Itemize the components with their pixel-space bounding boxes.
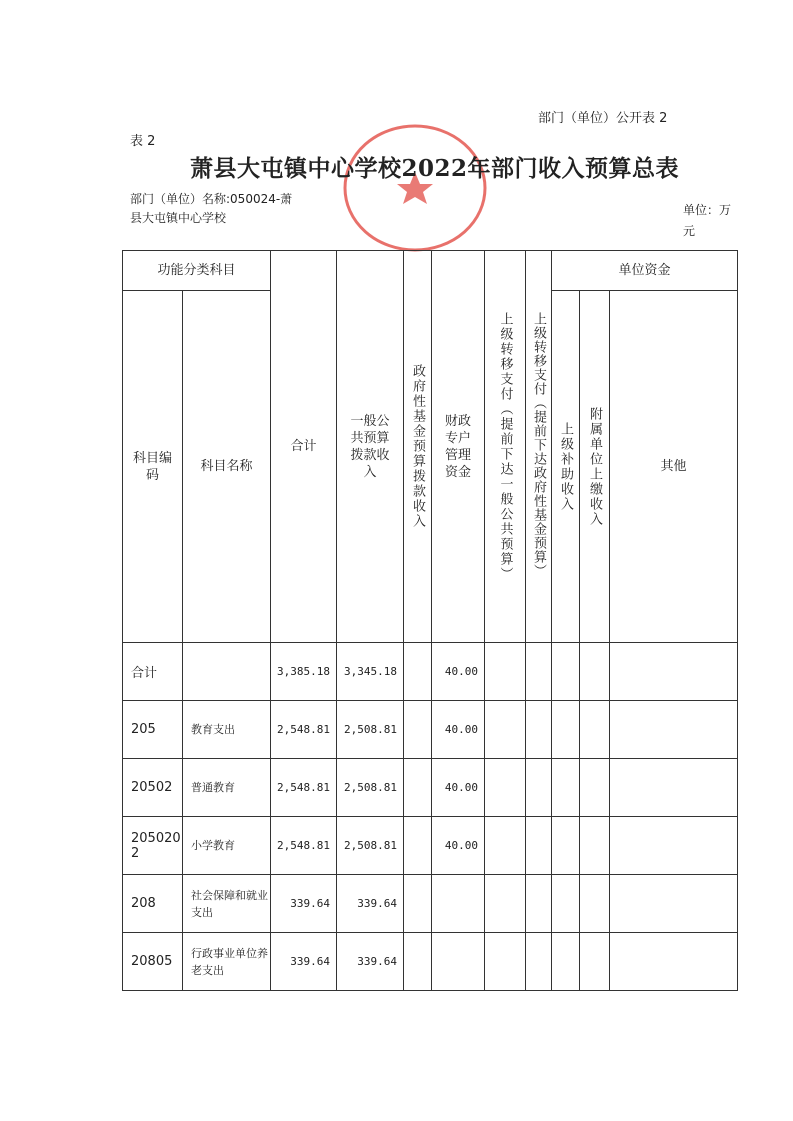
header-affiliated-cell: [580, 291, 610, 643]
department-label: 部门（单位）名称:050024-萧县大屯镇中心学校: [130, 192, 293, 225]
row-fiscal: 40.00: [432, 643, 485, 701]
header-subsidy-cell: [552, 291, 580, 643]
table-row: [123, 933, 738, 991]
header-other: 其他: [610, 291, 738, 643]
page-title: 萧县大屯镇中心学校2022年部门收入预算总表: [190, 155, 680, 182]
table-row: [123, 817, 738, 875]
row-code: 20805: [123, 933, 183, 991]
row-name: 教育支出: [183, 701, 271, 759]
row-code: 2050202: [123, 817, 183, 875]
header-gov-fund-cell: [404, 251, 432, 643]
row-general: 3,345.18: [337, 643, 404, 701]
header-subject-name: 科目名称: [183, 291, 271, 643]
header-unit-funds: 单位资金: [552, 251, 738, 291]
page-tag: 部门（单位）公开表 2: [538, 111, 668, 126]
row-code: 208: [123, 875, 183, 933]
header-total: 合计: [271, 251, 337, 643]
row-fiscal: 40.00: [432, 817, 485, 875]
row-general: 2,508.81: [337, 701, 404, 759]
row-code: 合计: [123, 643, 183, 701]
table-row: [123, 759, 738, 817]
row-general: 339.64: [337, 875, 404, 933]
row-code: 205: [123, 701, 183, 759]
header-subsidy: 上级补助收入: [558, 421, 573, 512]
header-fiscal-account: 财政专户管理资金: [432, 251, 485, 643]
table-number: 表 2: [130, 134, 156, 149]
row-general: 339.64: [337, 933, 404, 991]
row-total: 2,548.81: [271, 701, 337, 759]
row-total: 3,385.18: [271, 643, 337, 701]
row-total: 2,548.81: [271, 817, 337, 875]
header-functional-classification: 功能分类科目: [123, 251, 271, 291]
header-transfer-general-cell: [485, 251, 526, 643]
row-general: 2,508.81: [337, 817, 404, 875]
header-affiliated: 附属单位上缴收入: [587, 406, 602, 527]
header-transfer-fund: 上级转移支付（提前下达政府性基金预算）: [531, 312, 546, 578]
row-name: [183, 643, 271, 701]
row-fiscal: 40.00: [432, 701, 485, 759]
official-seal: [335, 120, 495, 260]
row-fiscal: [432, 933, 485, 991]
header-general-budget: 一般公共预算拨款收入: [337, 251, 404, 643]
row-name: 普通教育: [183, 759, 271, 817]
row-name: 行政事业单位养老支出: [183, 933, 271, 991]
row-fiscal: 40.00: [432, 759, 485, 817]
row-name: 小学教育: [183, 817, 271, 875]
row-total: 339.64: [271, 933, 337, 991]
table-row: [123, 701, 738, 759]
row-fiscal: [432, 875, 485, 933]
row-general: 2,508.81: [337, 759, 404, 817]
header-gov-fund: 政府性基金预算拨款收入: [410, 364, 425, 529]
row-total: 2,548.81: [271, 759, 337, 817]
budget-table: [122, 250, 738, 991]
header-subject-code: 科目编码: [123, 291, 183, 643]
row-name: 社会保障和就业支出: [183, 875, 271, 933]
header-transfer-general: 上级转移支付（提前下达一般公共预算）: [497, 311, 513, 582]
unit-label: 单位：万元: [683, 203, 732, 238]
row-total: 339.64: [271, 875, 337, 933]
header-transfer-fund-cell: [526, 251, 552, 643]
row-code: 20502: [123, 759, 183, 817]
table-row: [123, 643, 738, 701]
table-row: [123, 875, 738, 933]
